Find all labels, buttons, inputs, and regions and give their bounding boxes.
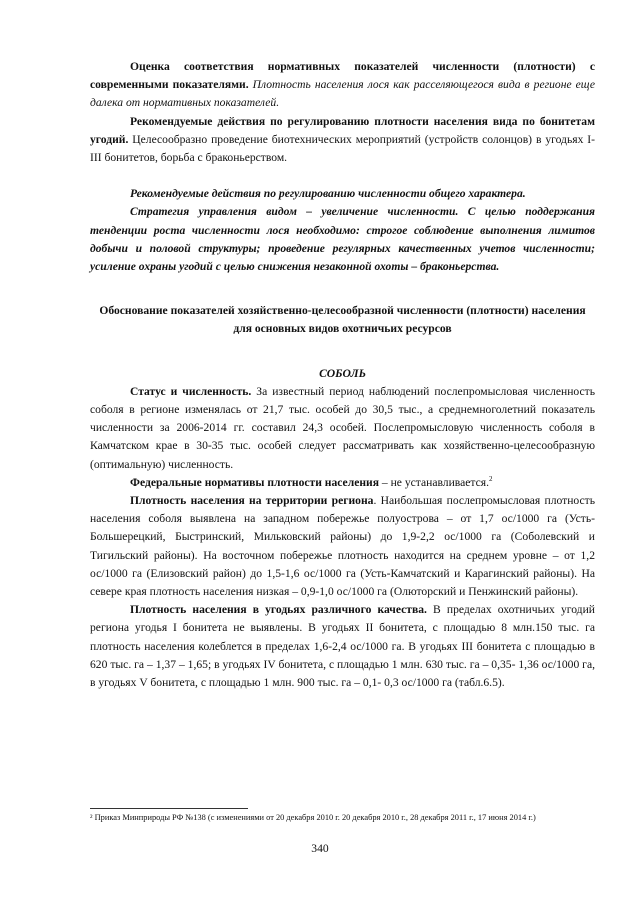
paragraph-status	[90, 383, 595, 474]
paragraph-general-actions	[90, 185, 595, 203]
footnote-divider	[90, 808, 248, 809]
recommended-density-text: Целесообразно проведение биотехнических мероприятий (устройств солонцов) в угодьях I-III бонитетов, борьба с браконьерством.	[90, 132, 595, 165]
status-text: За известный период наблюдений послепромысловая численность соболя в регионе изменялась от 21,7 тыс. особей до 30,5 тыс., а среднемноголетний показатель численности за 2006-2014 гг. составил 24,3 особей. Послепромысловую численность соболя в Камчатском крае в 30-35 тыс. особей следует рассматривать как хозяйственно-целесообразную (оптимальную) численность.	[90, 384, 596, 471]
assessment-text: Плотность населения лося как расселяющегося вида в регионе еще далека от нормативных показателей.	[90, 78, 595, 110]
paragraph-recommended-density	[90, 113, 595, 168]
strategy-text: Стратегия управления видом – увеличение численности. С целью поддержания тенденции роста численности лося необходимо: строгое соблюдение выполнения лимитов добычи и половой структуры; проведение регулярных качественных учетов численности; усиление охраны угодий с целью снижения незаконной охоты – браконьерства.	[90, 205, 595, 274]
federal-text: – не устанавливается.	[378, 475, 489, 489]
paragraph-assessment	[90, 58, 595, 113]
assessment-heading: Оценка соответствия нормативных показателей численности (плотности) с современными показателями.	[90, 60, 595, 92]
footnote-marker[interactable]: 2	[488, 475, 493, 483]
density-heading: Плотность населения на территории региона	[130, 494, 374, 508]
paragraph-quality	[90, 601, 595, 692]
federal-heading: Федеральные нормативы плотности населения	[130, 475, 379, 489]
footnote: ² Приказ Минприроды РФ №138 (с изменениями от 20 декабря 2010 г. 20 декабря 2010 г., 28 декабря 2011 г., 17 июня 2014 г.)	[90, 813, 536, 822]
paragraph-density	[90, 492, 595, 601]
paragraph-strategy	[90, 203, 595, 276]
page-number: 340	[311, 842, 329, 855]
section-title: Обоснование показателей хозяйственно-целесообразной численности (плотности) населения для основных видов охотничьих ресурсов	[99, 304, 586, 336]
status-heading: Статус и численность.	[130, 384, 252, 398]
quality-text: В пределах охотничьих угодий региона угодья I бонитета не выявлены. В угодьях II бонитета, с площадью 8 млн.150 тыс. га плотность населения колеблется в пределах 1,6-2,4 ос/1000 га. В угодьях III бонитета с площадью в 620 тыс. га – 1,37 – 1,65; в угодьях IV бонитета, с площадью 1 млн. 630 тыс. га – 0,35- 1,36 ос/1000 га, в угодьях V бонитета, с площадью 1 млн. 900 тыс. га – 0,1- 0,3 ос/1000 га (табл.6.5).	[90, 603, 595, 690]
paragraph-federal	[90, 474, 595, 492]
general-actions-heading: Рекомендуемые действия по регулированию численности общего характера.	[130, 187, 526, 201]
recommended-density-heading: Рекомендуемые действия по регулированию плотности населения вида по бонитетам угодий.	[90, 114, 595, 146]
density-text: . Наибольшая послепромысловая плотность населения соболя выявлена на западном побережье полуострова – от 1,7 ос/1000 га (Усть-Большерецкий, Быстринский, Мильковский районы) до 1,9-2,2 ос/1000 га (Соболевский и Тигильский районы). На восточном побережье плотность находится на среднем уровне – от 1,2 ос/1000 га (Елизовский район) до 1,5-1,6 ос/1000 га (Усть-Камчатский и Карагинский районы). На севере края плотность населения низкая – 0,9-1,0 ос/1000 га (Олюторский и Пенжинский районы).	[90, 494, 595, 599]
species-title: СОБОЛЬ	[319, 366, 366, 380]
quality-heading: Плотность населения в угодьях различного качества.	[130, 603, 427, 617]
page-body	[90, 58, 595, 692]
